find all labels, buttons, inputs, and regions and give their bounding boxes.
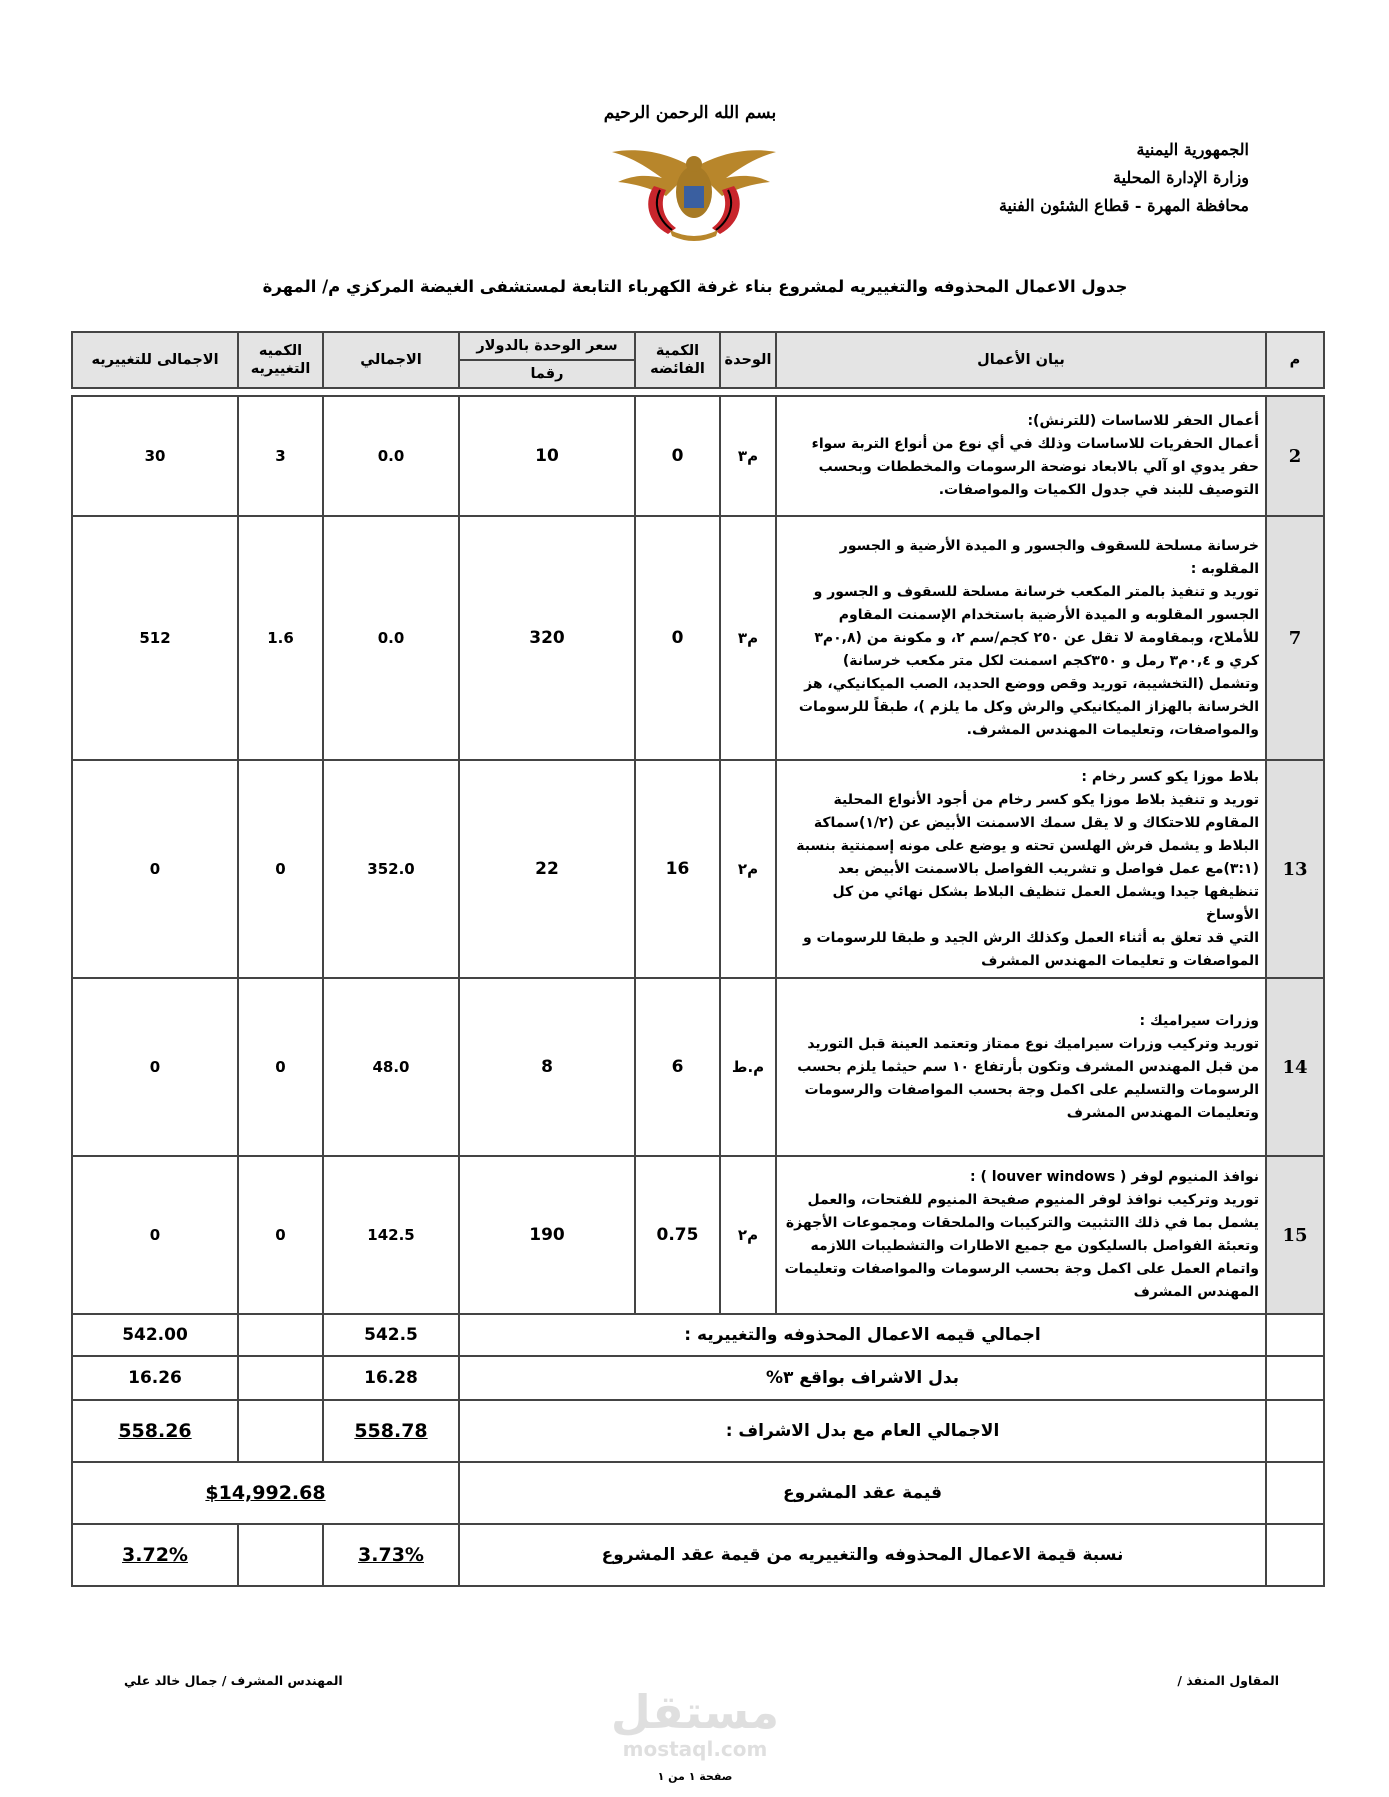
row-unit-price: 8 bbox=[459, 978, 635, 1156]
engineer-signature-label: المهندس المشرف / جمال خالد علي bbox=[124, 1673, 343, 1688]
header-total-change: الاجمالى للتغييريه bbox=[72, 332, 238, 388]
summary-grand-value: 558.78 bbox=[323, 1400, 459, 1462]
blank-cell bbox=[1266, 1356, 1324, 1400]
desc-line: الجسور المقلوبه و الميدة الأرضية باستخدام الإسمنت المقاوم bbox=[838, 606, 1259, 623]
row-total-change: 512 bbox=[72, 516, 238, 760]
row-total-change: 0 bbox=[72, 978, 238, 1156]
desc-line: المقاوم للاحتكاك و لا يقل سمك الاسمنت الأبيض عن (١/٢)سماكة bbox=[813, 814, 1259, 831]
row-no: 7 bbox=[1266, 516, 1324, 760]
desc-line: المقلوبه : bbox=[1190, 560, 1259, 577]
desc-line: خرسانة مسلحة للسقوف والجسور و الميدة الأرضية و الجسور bbox=[839, 537, 1259, 554]
table-row bbox=[72, 396, 1324, 516]
desc-line: التي قد تعلق به أثناء العمل وكذلك الرش الجيد و طبقا للرسومات و bbox=[802, 929, 1259, 946]
row-no: 15 bbox=[1266, 1156, 1324, 1314]
row-description bbox=[776, 760, 1266, 978]
row-qty-excess: 0 bbox=[635, 516, 720, 760]
row-total: 0.0 bbox=[323, 516, 459, 760]
summary-supervision-change: 16.26 bbox=[72, 1356, 238, 1400]
summary-contract-value: $14,992.68 bbox=[72, 1462, 459, 1524]
desc-line: وتعليمات المهندس المشرف bbox=[1066, 1104, 1259, 1121]
desc-line: توريد و تنفيذ بالمتر المكعب خرسانة مسلحة للسقوف و الجسور و bbox=[813, 583, 1259, 600]
desc-line: المواصفات و تعليمات المهندس المشرف bbox=[981, 952, 1259, 969]
row-unit: م.ط bbox=[720, 978, 776, 1156]
row-total: 48.0 bbox=[323, 978, 459, 1156]
desc-line: من قبل المهندس المشرف وتكون بأرتفاع ١٠ سم حيثما يلزم بحسب bbox=[797, 1058, 1259, 1075]
row-total-change: 0 bbox=[72, 1156, 238, 1314]
blank-cell bbox=[1266, 1400, 1324, 1462]
country-name: الجمهورية اليمنية bbox=[1136, 140, 1249, 159]
row-qty-excess: 6 bbox=[635, 978, 720, 1156]
desc-line: توريد وتركيب نوافذ لوفر المنيوم صفيحة المنيوم للفتحات، والعمل bbox=[807, 1192, 1259, 1208]
row-unit: م٢ bbox=[720, 760, 776, 978]
desc-line: (٣:١)مع عمل فواصل و تشريب الفواصل بالاسمنت الأبيض بعد bbox=[838, 860, 1259, 877]
summary-total-label: اجمالي قيمه الاعمال المحذوفه والتغييريه : bbox=[459, 1314, 1266, 1356]
summary-supervision-row bbox=[72, 1356, 1324, 1400]
desc-line: بلاط موزا يكو كسر رخام : bbox=[1081, 768, 1259, 785]
row-no: 14 bbox=[1266, 978, 1324, 1156]
row-total-change: 0 bbox=[72, 760, 238, 978]
row-unit: م٣ bbox=[720, 396, 776, 516]
row-description bbox=[776, 396, 1266, 516]
header-unit-price: سعر الوحدة بالدولار bbox=[459, 332, 635, 360]
summary-grand-label: الاجمالي العام مع بدل الاشراف : bbox=[459, 1400, 1266, 1462]
row-qty-excess: 16 bbox=[635, 760, 720, 978]
row-no: 13 bbox=[1266, 760, 1324, 978]
table-row bbox=[72, 978, 1324, 1156]
row-unit-price: 22 bbox=[459, 760, 635, 978]
desc-line: توريد و تنفيذ بلاط موزا يكو كسر رخام من أجود الأنواع المحلية bbox=[833, 791, 1259, 808]
works-table bbox=[71, 331, 1325, 1587]
summary-total-change: 542.00 bbox=[72, 1314, 238, 1356]
desc-line: التوصيف للبند في جدول الكميات والمواصفات. bbox=[938, 482, 1259, 498]
summary-ratio-label: نسبة قيمة الاعمال المحذوفه والتغييريه من قيمة عقد المشروع bbox=[459, 1524, 1266, 1586]
desc-line: للأملاح، وبمقاومة لا تقل عن ٢٥٠ كجم/سم ٢، و مكونة من (٠,٨م٣ bbox=[814, 629, 1259, 646]
ministry-name: وزارة الإدارة المحلية bbox=[1113, 168, 1249, 187]
desc-line: حفر يدوي او آلي بالابعاد نوضحة الرسومات والمخططات وبحسب bbox=[818, 459, 1259, 475]
desc-line: والمواصفات، وتعليمات المهندس المشرف. bbox=[966, 721, 1259, 738]
blank-cell bbox=[238, 1356, 323, 1400]
blank-cell bbox=[238, 1524, 323, 1586]
summary-total-row bbox=[72, 1314, 1324, 1356]
desc-line: أعمال الحفريات للاساسات وذلك في أي نوع من أنواع التربة سواء bbox=[811, 436, 1259, 452]
watermark bbox=[610, 1685, 780, 1765]
summary-grand-row bbox=[72, 1400, 1324, 1462]
summary-ratio-change: 3.72% bbox=[72, 1524, 238, 1586]
governorate-name: محافظة المهرة - قطاع الشئون الفنية bbox=[998, 196, 1249, 215]
summary-contract-label: قيمة عقد المشروع bbox=[459, 1462, 1266, 1524]
desc-line: يشمل بما في ذلك االتثبيت والتركيبات والملحقات ومجموعات الأجهزة bbox=[785, 1215, 1259, 1231]
desc-line: البلاط و يشمل فرش الهلسن تحته و يوضع على مونه إسمنتية بنسبة bbox=[796, 837, 1259, 854]
header-description: بيان الأعمال bbox=[776, 332, 1266, 388]
row-unit-price: 190 bbox=[459, 1156, 635, 1314]
blank-cell bbox=[1266, 1462, 1324, 1524]
row-qty-excess: 0.75 bbox=[635, 1156, 720, 1314]
desc-line: نوافذ المنيوم لوفر ( louver windows ) : bbox=[970, 1169, 1259, 1185]
header-qty-change: الكميه التغييريه bbox=[238, 332, 323, 388]
desc-line: أعمال الحفر للاساسات (للترنش): bbox=[1027, 413, 1259, 429]
blank-cell bbox=[1266, 1524, 1324, 1586]
contractor-signature-label: المقاول المنفذ / bbox=[1177, 1673, 1279, 1688]
row-qty-excess: 0 bbox=[635, 396, 720, 516]
row-total: 142.5 bbox=[323, 1156, 459, 1314]
row-qty-change: 0 bbox=[238, 760, 323, 978]
header-unit-price-numeric: رقما bbox=[459, 360, 635, 388]
row-description bbox=[776, 516, 1266, 760]
desc-line: وتعبئة الفواصل بالسليكون مع جميع الاطارات والتشطيبات اللازمه bbox=[810, 1238, 1259, 1254]
row-description bbox=[776, 1156, 1266, 1314]
table-row bbox=[72, 760, 1324, 978]
blank-cell bbox=[238, 1400, 323, 1462]
header-unit: الوحدة bbox=[720, 332, 776, 388]
row-unit: م٣ bbox=[720, 516, 776, 760]
page-number: صفحة ١ من ١ bbox=[657, 1770, 733, 1783]
row-unit-price: 320 bbox=[459, 516, 635, 760]
bismillah: بسم الله الرحمن الرحيم bbox=[603, 103, 777, 123]
row-total-change: 30 bbox=[72, 396, 238, 516]
summary-total-value: 542.5 bbox=[323, 1314, 459, 1356]
row-unit-price: 10 bbox=[459, 396, 635, 516]
blank-cell bbox=[1266, 1314, 1324, 1356]
desc-line: وتشمل (التخشيبة، توريد وقص ووضع الحديد، الصب الميكانيكي، هز bbox=[804, 675, 1259, 692]
summary-supervision-label: بدل الاشراف بواقع ٣% bbox=[459, 1356, 1266, 1400]
summary-grand-change: 558.26 bbox=[72, 1400, 238, 1462]
blank-cell bbox=[238, 1314, 323, 1356]
header-qty-excess: الكمية الفائضه bbox=[635, 332, 720, 388]
desc-line: الخرسانة بالهزاز الميكانيكي والرش وكل ما يلزم )، طبقاً للرسومات bbox=[798, 698, 1259, 715]
table-header-row bbox=[72, 332, 1324, 360]
watermark-arabic: مستقل bbox=[610, 1685, 780, 1739]
desc-line: توريد وتركيب وزرات سيراميك نوع ممتاز وتعتمد العينة قبل التوريد bbox=[807, 1035, 1259, 1052]
summary-ratio-row bbox=[72, 1524, 1324, 1586]
summary-ratio-value: 3.73% bbox=[323, 1524, 459, 1586]
row-qty-change: 0 bbox=[238, 978, 323, 1156]
summary-contract-row bbox=[72, 1462, 1324, 1524]
row-qty-change: 1.6 bbox=[238, 516, 323, 760]
desc-line: وزرات سيراميك : bbox=[1139, 1012, 1259, 1029]
header-total: الاجمالي bbox=[323, 332, 459, 388]
table-row bbox=[72, 516, 1324, 760]
row-qty-change: 0 bbox=[238, 1156, 323, 1314]
header-no: م bbox=[1266, 332, 1324, 388]
desc-line: كري و ٠,٤م٣ رمل و ٣٥٠كجم اسمنت لكل متر مكعب خرسانة) bbox=[842, 652, 1259, 669]
desc-line: الرسومات والتسليم على اكمل وجة بحسب المواصفات والرسومات bbox=[804, 1081, 1259, 1098]
row-description bbox=[776, 978, 1266, 1156]
government-header bbox=[999, 136, 1249, 220]
watermark-english: mostaql.com bbox=[622, 1737, 768, 1761]
desc-line: تنظيفها جيدا ويشمل العمل تنظيف البلاط بشكل نهائي من كل الأوساخ bbox=[832, 883, 1259, 923]
row-no: 2 bbox=[1266, 396, 1324, 516]
row-qty-change: 3 bbox=[238, 396, 323, 516]
summary-supervision-value: 16.28 bbox=[323, 1356, 459, 1400]
document-title: جدول الاعمال المحذوفه والتغييريه لمشروع بناء غرفة الكهرباء التابعة لمستشفى الغيضة المركزي م/ المهرة bbox=[262, 277, 1128, 296]
row-total: 0.0 bbox=[323, 396, 459, 516]
yemen-eagle-emblem bbox=[604, 138, 784, 244]
desc-line: المهندس المشرف bbox=[1133, 1284, 1259, 1300]
row-total: 352.0 bbox=[323, 760, 459, 978]
row-unit: م٢ bbox=[720, 1156, 776, 1314]
table-row bbox=[72, 1156, 1324, 1314]
desc-line: واتمام العمل على اكمل وجة بحسب الرسومات والمواصفات وتعليمات bbox=[784, 1261, 1259, 1277]
